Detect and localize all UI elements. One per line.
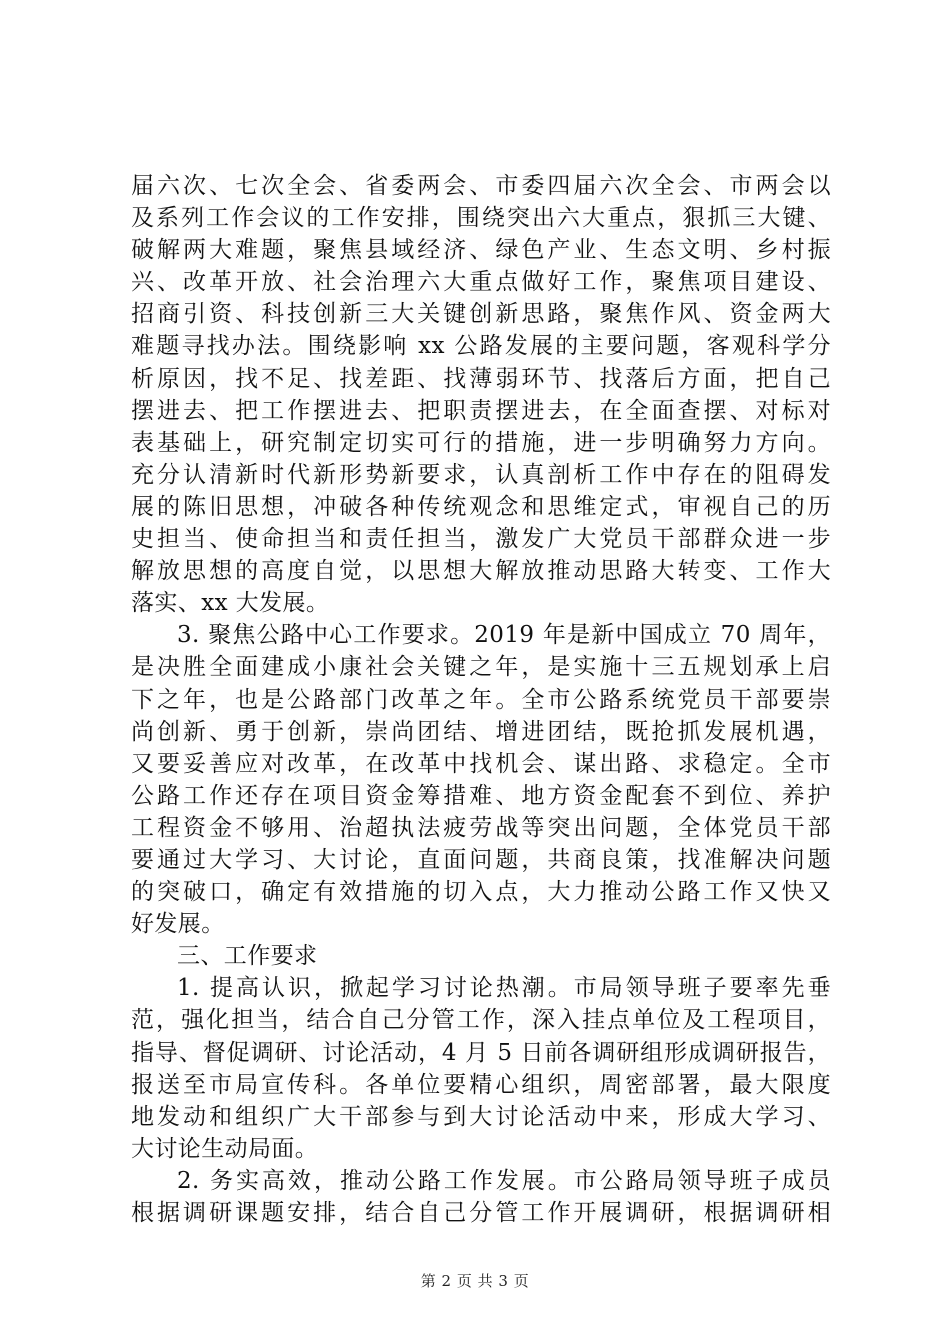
text-line: 招商引资、科技创新三大关键创新思路，聚焦作风、资金两大	[131, 301, 831, 328]
text-line: 展的陈旧思想，冲破各种传统观念和思维定式，审视自己的历	[131, 493, 831, 520]
text-line: 1. 提高认识，掀起学习讨论热潮。市局领导班子要率先垂	[177, 975, 831, 1002]
text-line: 工程资金不够用、治超执法疲劳战等突出问题，全体党员干部	[131, 814, 831, 841]
text-line: 范，强化担当，结合自己分管工作，深入挂点单位及工程项目，	[131, 1007, 831, 1034]
text-line: 破解两大难题，聚焦县域经济、绿色产业、生态文明、乡村振	[131, 237, 831, 264]
text-line: 史担当、使命担当和责任担当，激发广大党员干部群众进一步	[131, 526, 831, 553]
text-line: 要通过大学习、大讨论，直面问题，共商良策，找准解决问题	[131, 846, 831, 873]
text-line: 又要妥善应对改革，在改革中找机会、谋出路、求稳定。全市	[131, 750, 831, 777]
text-line: 解放思想的高度自觉，以思想大解放推动思路大转变、工作大	[131, 558, 831, 585]
text-line: 难题寻找办法。围绕影响 xx 公路发展的主要问题，客观科学分	[131, 333, 831, 360]
text-line: 析原因，找不足、找差距、找薄弱环节、找落后方面，把自己	[131, 365, 831, 392]
text-line: 指导、督促调研、讨论活动，4 月 5 日前各调研组形成调研报告，	[131, 1039, 831, 1066]
page-footer: 第 2 页 共 3 页	[420, 1272, 530, 1290]
text-line: 下之年，也是公路部门改革之年。全市公路系统党员干部要崇	[131, 686, 831, 713]
text-line: 摆进去、把工作摆进去、把职责摆进去，在全面查摆、对标对	[131, 397, 831, 424]
text-line: 地发动和组织广大干部参与到大讨论活动中来，形成大学习、	[131, 1103, 831, 1130]
text-line: 落实、xx 大发展。	[131, 590, 330, 617]
text-line: 表基础上，研究制定切实可行的措施，进一步明确努力方向。	[131, 429, 831, 456]
text-line: 三、工作要求	[177, 943, 318, 970]
text-line: 2. 务实高效，推动公路工作发展。市公路局领导班子成员	[177, 1167, 831, 1194]
text-line: 根据调研课题安排，结合自己分管工作开展调研，根据调研相	[131, 1200, 831, 1226]
text-line: 及系列工作会议的工作安排，围绕突出六大重点，狠抓三大键、	[131, 205, 831, 232]
text-line: 大讨论生动局面。	[131, 1135, 319, 1162]
text-line: 届六次、七次全会、省委两会、市委四届六次全会、市两会以	[131, 173, 831, 199]
text-line: 是决胜全面建成小康社会关键之年，是实施十三五规划承上启	[131, 654, 831, 681]
text-line: 的突破口，确定有效措施的切入点，大力推动公路工作又快又	[131, 879, 831, 906]
document-body	[131, 170, 831, 1229]
text-line: 好发展。	[131, 911, 225, 938]
text-line: 报送至市局宣传科。各单位要精心组织，周密部署，最大限度	[131, 1071, 831, 1098]
text-line: 公路工作还存在项目资金筹措难、地方资金配套不到位、养护	[131, 782, 831, 809]
text-line: 兴、改革开放、社会治理六大重点做好工作，聚焦项目建设、	[131, 269, 831, 296]
text-line: 充分认清新时代新形势新要求，认真剖析工作中存在的阻碍发	[131, 461, 831, 488]
text-line: 3. 聚焦公路中心工作要求。2019 年是新中国成立 70 周年，	[177, 622, 831, 649]
text-line: 尚创新、勇于创新，崇尚团结、增进团结，既抢抓发展机遇，	[131, 718, 831, 745]
